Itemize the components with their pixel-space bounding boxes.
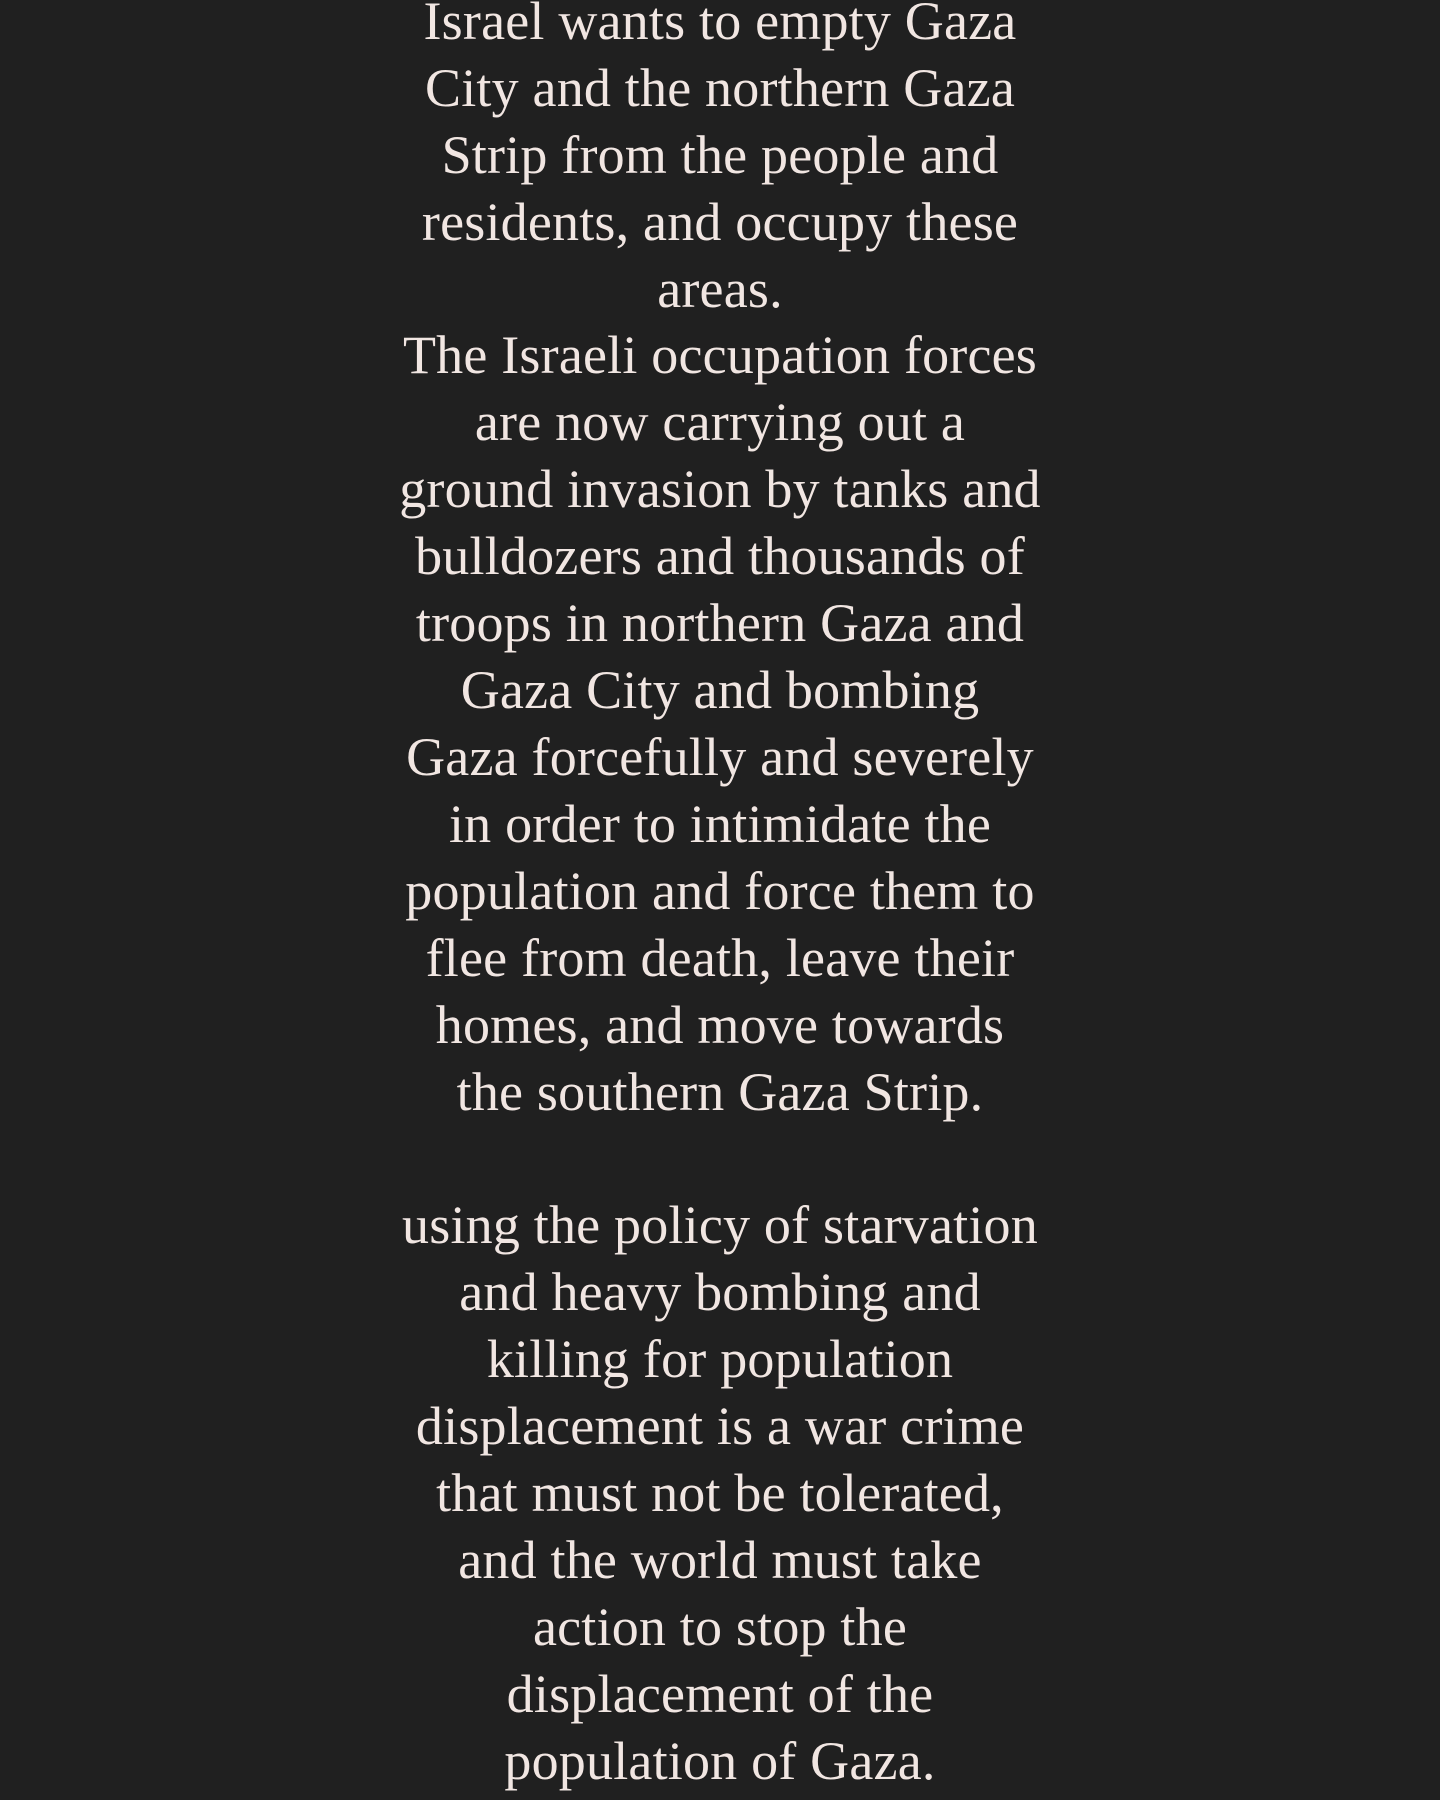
text-line: The Israeli occupation forces [403,325,1037,385]
text-line: using the policy of starvation [402,1195,1038,1255]
text-line: homes, and move towards [435,995,1005,1055]
text-line: City and the northern Gaza [425,58,1015,118]
invasion-paragraph [0,322,1440,1126]
text-line: Strip from the people and [441,125,999,185]
text-line: the southern Gaza Strip. [456,1062,984,1122]
text-line: flee from death, leave their [425,928,1015,988]
text-line: and heavy bombing and [459,1262,981,1322]
text-line: displacement of the [506,1664,934,1724]
text-line: areas. [657,259,783,319]
text-line: population of Gaza. [504,1731,936,1791]
text-line: population and force them to [405,861,1035,921]
text-line: in order to intimidate the [448,794,992,854]
text-line: action to stop the [532,1597,908,1657]
text-line: are now carrying out a [474,392,966,452]
text-line: killing for population [486,1329,954,1389]
intro-paragraph [0,0,1440,323]
war-crime-paragraph [0,1192,1440,1795]
text-line: Israel wants to empty Gaza [423,0,1017,51]
text-line: Gaza forcefully and severely [406,727,1034,787]
text-line: bulldozers and thousands of [415,526,1025,586]
text-line: troops in northern Gaza and [415,593,1025,653]
text-line: and the world must take [458,1530,982,1590]
text-line: displacement is a war crime [415,1396,1025,1456]
text-line: ground invasion by tanks and [399,459,1041,519]
text-line: residents, and occupy these [421,192,1019,252]
text-line: that must not be tolerated, [436,1463,1004,1523]
text-line: Gaza City and bombing [460,660,980,720]
